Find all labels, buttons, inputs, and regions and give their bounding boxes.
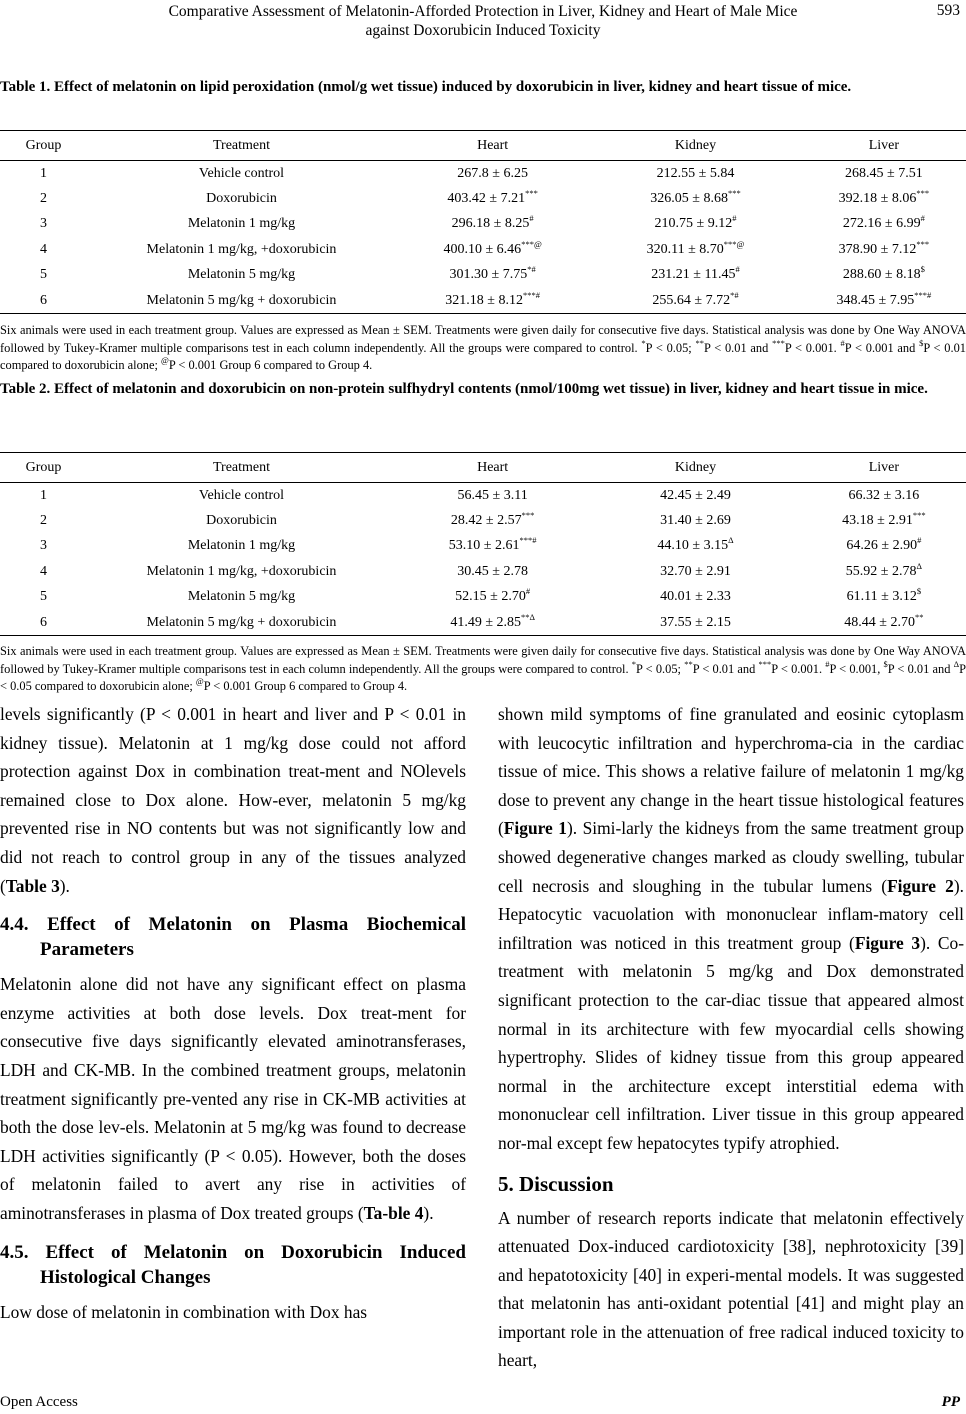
value: 41.49 ± 2.85 [450, 614, 521, 630]
value: 268.45 ± 7.51 [845, 165, 923, 181]
value: 53.10 ± 2.61 [448, 538, 520, 554]
significance-marker: *** [727, 187, 741, 198]
left-column [0, 700, 466, 1326]
value: 326.05 ± 8.68 [650, 190, 728, 206]
value-cell [396, 288, 589, 314]
value: 66.32 ± 3.16 [848, 487, 920, 503]
significance-marker: *** [521, 509, 535, 520]
treatment-cell: Melatonin 1 mg/kg [187, 538, 296, 554]
value-cell [396, 212, 589, 238]
text-run: P < 0.05; [645, 340, 696, 355]
treatment-cell: Melatonin 5 mg/kg + doxorubicin [87, 288, 396, 314]
table-row [0, 508, 966, 534]
value-cell [396, 610, 589, 636]
treatment-cell: Melatonin 1 mg/kg, +doxorubicin [146, 563, 337, 579]
running-header [0, 2, 966, 40]
column-header: Kidney [589, 453, 802, 483]
text-run: levels significantly (P < 0.001 in heart and liver and P < 0.01 in kidney tissue). Melatonin at 1 mg/kg dose could not afford protection against Dox in combination treat-ment and NOlevels remained close to Dox alone. How-ever, melatonin 5 mg/kg prevented rise in NO contents but was not significantly low and did not reach to control group in any of the tissues analyzed ( [0, 704, 466, 896]
text-run: P < 0.001. [784, 340, 841, 355]
column-header: Liver [802, 131, 966, 161]
text-run: shown mild symptoms of fine granulated and eosinic cytoplasm with leucocytic infiltration and hyperchroma-cia in the cardiac tissue of mice. This shows a relative failure of melatonin 1 mg/kg dose to prevent any change in the heart tissue histological features ( [498, 704, 964, 839]
value: 48.44 ± 2.70 [844, 614, 915, 630]
value-cell [802, 212, 966, 238]
text-run: P < 0.01 and [887, 661, 954, 676]
value: 403.42 ± 7.21 [447, 190, 526, 206]
column-header: Liver [802, 453, 966, 483]
value-cell [802, 161, 966, 187]
value: 64.26 ± 2.90 [846, 538, 918, 554]
treatment-cell: Melatonin 1 mg/kg [187, 216, 296, 232]
text-run: P < 0.01 and [704, 340, 773, 355]
table-row [0, 288, 966, 314]
significance-marker: ***@ [521, 238, 542, 249]
table-row [0, 237, 966, 263]
superscript: $ [883, 658, 888, 669]
text-run: P < 0.001 Group 6 compared to Group 4. [203, 679, 408, 693]
value: 348.45 ± 7.95 [836, 292, 915, 308]
value: 320.11 ± 8.70 [646, 241, 724, 257]
significance-marker: # [735, 264, 740, 275]
value-cell [589, 483, 802, 509]
text-run: Six animals were used in each treatment group. Values are expressed as Mean ± SEM. Treatments were given daily for consecutive five days. Statistical analysis was done by One Way ANOVA followed by Tukey-Kramer multiple comparisons test in each column independently. All the groups were compared to control. [0, 644, 966, 676]
value: 61.11 ± 3.12 [846, 589, 917, 605]
significance-marker: $ [916, 586, 922, 597]
text-run: Six animals were used in each treatment group. Values are expressed as Mean ± SEM. Treatments were given daily for consecutive five days. Statistical analysis was done by One Way ANOVA followed by Tukey-Kramer multiple comparisons test in each column independently. All the groups were compared to control. [0, 323, 966, 355]
table2-caption: Table 2. Effect of melatonin and doxorubicin on non-protein sulfhydryl contents (nmol/100mg wet tissue) in liver, kidney and heart tissue in mice. [0, 381, 928, 397]
group-cell: 6 [0, 288, 87, 314]
value: 30.45 ± 2.78 [457, 563, 528, 579]
value: 288.60 ± 8.18 [842, 267, 921, 283]
value-cell [396, 161, 589, 187]
value: 321.18 ± 8.12 [445, 292, 523, 308]
text-run: P < 0.01 and [692, 661, 759, 676]
significance-marker: **Δ [521, 611, 535, 622]
table-row [0, 212, 966, 238]
significance-marker: *** [916, 238, 930, 249]
value-cell [589, 508, 802, 534]
table-row [0, 186, 966, 212]
significance-marker: ***# [519, 535, 537, 546]
page-number: 593 [936, 2, 960, 19]
significance-marker: *** [912, 509, 926, 520]
value-cell [589, 585, 802, 611]
value: 52.15 ± 2.70 [455, 589, 526, 605]
section-heading-4-5: 4.5. Effect of Melatonin on Doxorubicin Induced Histological Changes [0, 1241, 466, 1288]
significance-marker: # [525, 586, 531, 597]
significance-marker: # [917, 535, 922, 546]
treatment-cell: Melatonin 5 mg/kg [187, 589, 296, 605]
paragraph [498, 700, 964, 1158]
significance-marker: *** [916, 187, 930, 198]
value: 32.70 ± 2.91 [660, 563, 731, 579]
value: 44.10 ± 3.15 [657, 538, 729, 554]
paragraph [498, 1204, 964, 1376]
value-cell [589, 161, 802, 187]
table-row [0, 585, 966, 611]
value-cell [396, 483, 589, 509]
significance-marker: Δ [728, 535, 734, 546]
text-run: P < 0.001. [771, 661, 826, 676]
group-cell: 5 [39, 267, 47, 283]
value: 255.64 ± 7.72 [652, 292, 731, 308]
footer-publisher: PP [941, 1394, 960, 1410]
value-cell [802, 263, 966, 289]
value-cell [802, 508, 966, 534]
value-cell [396, 534, 589, 560]
value: 267.8 ± 6.25 [457, 165, 528, 181]
group-cell: 3 [39, 538, 47, 554]
column-header: Heart [396, 131, 589, 161]
value-cell [589, 186, 802, 212]
value: 231.21 ± 11.45 [651, 267, 736, 283]
group-cell: 5 [39, 589, 47, 605]
significance-marker: # [732, 213, 737, 224]
value: 40.01 ± 2.33 [660, 589, 731, 605]
text-run: ). [59, 875, 70, 896]
superscript: Δ [953, 658, 960, 669]
table-header-row [0, 453, 966, 483]
significance-marker: $ [920, 264, 925, 275]
significance-marker: ***# [914, 289, 932, 300]
treatment-cell: Doxorubicin [206, 190, 277, 206]
significance-marker: ***@ [723, 238, 745, 249]
value: 272.16 ± 6.99 [842, 216, 921, 232]
value-cell [589, 610, 802, 636]
right-column [498, 700, 964, 1375]
cross-reference-link[interactable]: Figure 1 [503, 818, 567, 839]
table-header-row [0, 131, 966, 161]
group-cell: 1 [39, 165, 47, 181]
text-run: Melatonin alone did not have any significant effect on plasma enzyme activities at both dose levels. Dox treat-ment for consecutive five days significantly elevated aminotransferases, LDH and CK-MB. In the combined treatment groups, melatonin treatment significantly pre-vented any rise in CK-MB activities at both the dose lev-els. Melatonin at 5 mg/kg was found to decrease LDH activities significantly (P < 0.05). However, both the doses of melatonin failed to avert any rise in activities of aminotransferases in plasma of Dox treated groups ( [0, 974, 466, 1223]
value: 43.18 ± 2.91 [842, 512, 913, 528]
table-row [0, 534, 966, 560]
table-row [0, 263, 966, 289]
value-cell [589, 212, 802, 238]
value-cell [802, 483, 966, 509]
treatment-cell: Melatonin 1 mg/kg, +doxorubicin [146, 241, 337, 257]
text-run: ). Co-treatment with melatonin 5 mg/kg and Dox demonstrated significant protection to the car-diac tissue that appeared almost normal in its architecture with few myocardial cells showing hypertrophy. Slides of kidney tissue from this group appeared normal in the architecture except interstitial edema with mononuclear cell infiltration. Liver tissue in this group appeared nor-mal except few hepatocytes typify atrophied. [498, 932, 964, 1153]
value: 28.42 ± 2.57 [450, 512, 522, 528]
value-cell [802, 288, 966, 314]
treatment-cell: Doxorubicin [206, 512, 277, 528]
text-run: Low dose of melatonin in combination with Dox has [0, 1301, 368, 1322]
value-cell [589, 534, 802, 560]
value-cell [589, 288, 802, 314]
superscript: ** [695, 337, 704, 348]
value-cell [802, 610, 966, 636]
superscript: # [825, 658, 830, 669]
column-header: Kidney [589, 131, 802, 161]
significance-marker: Δ [916, 560, 922, 571]
text-run: P < 0.05 compared to doxorubicin alone; [0, 661, 966, 693]
column-header: Heart [396, 453, 589, 483]
value: 392.18 ± 8.06 [838, 190, 917, 206]
group-cell: 1 [39, 487, 47, 503]
value: 42.45 ± 2.49 [660, 487, 731, 503]
significance-marker: ** [914, 611, 924, 622]
cross-reference-link[interactable]: Table 3 [5, 875, 60, 896]
section-heading-4-4: 4.4. Effect of Melatonin on Plasma Biochemical Parameters [0, 914, 466, 961]
value-cell [802, 585, 966, 611]
value-cell [396, 559, 589, 585]
value-cell [396, 237, 589, 263]
significance-marker: # [529, 213, 534, 224]
text-run: P < 0.001 Group 6 compared to Group 4. [168, 358, 373, 372]
significance-marker: *# [527, 264, 536, 275]
group-cell: 6 [0, 610, 87, 636]
superscript: @ [161, 355, 169, 365]
superscript: # [840, 337, 845, 348]
value-cell [802, 534, 966, 560]
value-cell [396, 263, 589, 289]
superscript: *** [772, 337, 785, 348]
value: 210.75 ± 9.12 [654, 216, 733, 232]
significance-marker: # [920, 213, 925, 224]
superscript: * [631, 658, 637, 669]
cross-reference-link[interactable]: Ta-ble 4 [363, 1202, 424, 1223]
significance-marker: ***# [522, 289, 540, 300]
group-cell: 3 [39, 216, 47, 232]
table2 [0, 452, 966, 636]
group-cell: 2 [39, 190, 47, 206]
paragraph [0, 1298, 466, 1327]
value: 55.92 ± 2.78 [845, 563, 917, 579]
column-header: Group [0, 453, 87, 483]
value-cell [396, 585, 589, 611]
superscript: $ [919, 337, 924, 348]
superscript: ** [684, 658, 693, 669]
value: 296.18 ± 8.25 [451, 216, 530, 232]
group-cell: 4 [39, 241, 47, 257]
value-cell [802, 237, 966, 263]
value-cell [396, 508, 589, 534]
value-cell [589, 263, 802, 289]
group-cell: 4 [39, 563, 47, 579]
treatment-cell: Melatonin 5 mg/kg + doxorubicin [87, 610, 396, 636]
column-header: Treatment [87, 131, 396, 161]
value-cell [802, 559, 966, 585]
column-header: Group [0, 131, 87, 161]
treatment-cell: Melatonin 5 mg/kg [187, 267, 296, 283]
group-cell: 2 [39, 512, 47, 528]
treatment-cell: Vehicle control [198, 487, 285, 503]
value: 301.30 ± 7.75 [449, 267, 528, 283]
table-row [0, 483, 966, 509]
significance-marker: *** [525, 187, 538, 198]
treatment-cell: Vehicle control [198, 165, 285, 181]
text-run: P < 0.01 compared to doxorubicin alone; [0, 340, 966, 372]
text-run: ). [423, 1202, 434, 1223]
value-cell [802, 186, 966, 212]
table-row [0, 161, 966, 187]
text-run: P < 0.05; [636, 661, 685, 676]
header-title-line2: against Doxorubicin Induced Toxicity [365, 22, 601, 39]
value: 378.90 ± 7.12 [838, 241, 917, 257]
section-heading-5: 5. Discussion [498, 1171, 614, 1196]
text-run: P < 0.001 and [844, 340, 920, 355]
table1-footnote [0, 322, 966, 375]
table-row [0, 610, 966, 636]
table1-caption: Table 1. Effect of melatonin on lipid peroxidation (nmol/g wet tissue) induced by doxorubicin in liver, kidney and heart tissue of mice. [0, 79, 852, 95]
table2-footnote [0, 643, 966, 696]
value: 212.55 ± 5.84 [656, 165, 735, 181]
superscript: * [641, 337, 646, 348]
value-cell [589, 559, 802, 585]
text-run: P < 0.001, [829, 661, 884, 676]
value: 37.55 ± 2.15 [660, 614, 731, 630]
cross-reference-link[interactable]: Figure 3 [854, 932, 921, 953]
cross-reference-link[interactable]: Figure 2 [887, 875, 954, 896]
text-run: ). Simi-larly the kidneys from the same treatment group showed degenerative changes marked as cloudy swelling, tubular cell necrosis and sloughing in the tubular lumens ( [498, 818, 964, 896]
paragraph [0, 970, 466, 1227]
superscript: *** [758, 658, 772, 669]
value-cell [396, 186, 589, 212]
footer-open-access: Open Access [0, 1394, 78, 1410]
column-header: Treatment [87, 453, 396, 483]
header-title-line1: Comparative Assessment of Melatonin-Afforded Protection in Liver, Kidney and Heart of Male Mice [168, 3, 798, 20]
value: 56.45 ± 3.11 [457, 487, 528, 503]
text-run: ). Hepatocytic vacuolation with mononuclear inflam-matory cell infiltration was noticed in this treatment group ( [498, 875, 964, 953]
table1 [0, 130, 966, 314]
value-cell [589, 237, 802, 263]
superscript: @ [195, 676, 204, 686]
significance-marker: *# [730, 289, 739, 300]
value: 400.10 ± 6.46 [443, 241, 522, 257]
table-row [0, 559, 966, 585]
paragraph [0, 700, 466, 900]
text-run: A number of research reports indicate that melatonin effectively attenuated Dox-induced cardiotoxicity [38], nephrotoxicity [39] and hepatotoxicity [40] in experi-mental models. It was suggested that melatonin has anti-oxidant potential [41] and might play an important role in the attenuation of free radical induced toxicity to heart, [498, 1207, 964, 1371]
value: 31.40 ± 2.69 [660, 512, 731, 528]
